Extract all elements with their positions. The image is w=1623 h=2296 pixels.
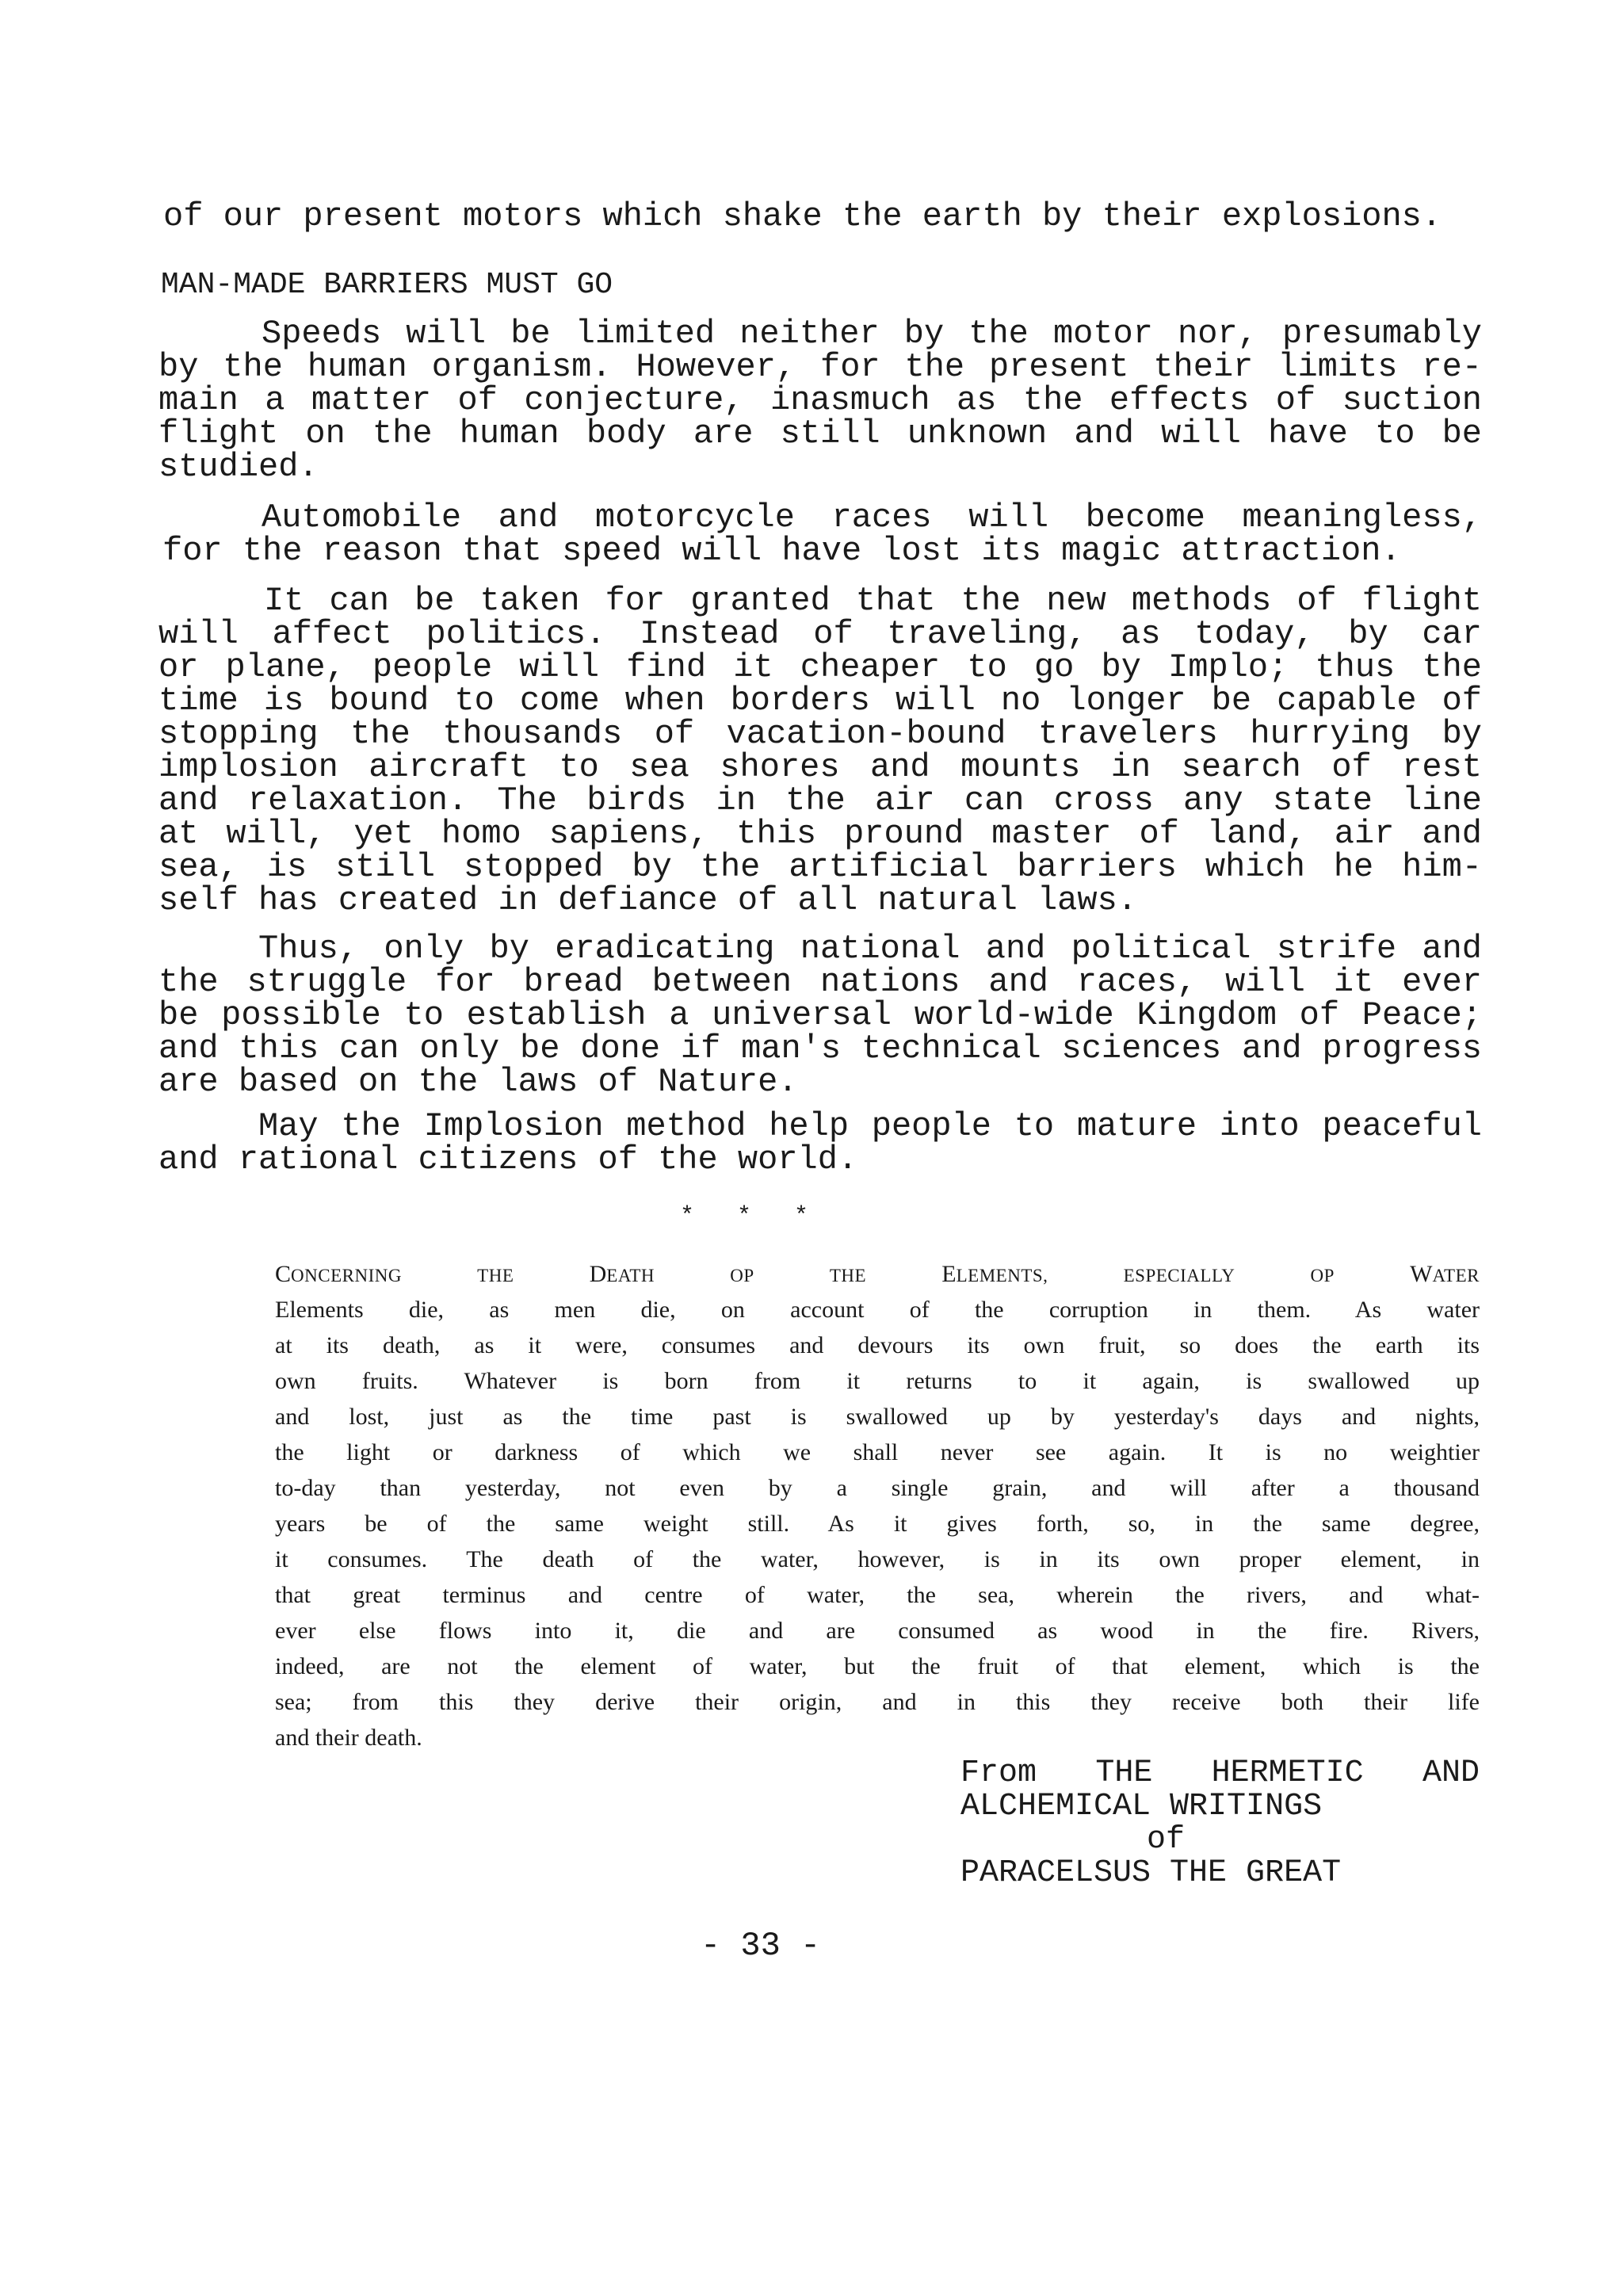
quote-line: years be of the same weight still. As it gives forth, so, in the same degree,: [275, 1511, 1480, 1537]
text-line: and rational citizens of the world.: [158, 1140, 858, 1179]
quote-attribution: [960, 1757, 1480, 1890]
text-line: Thus, only by eradicating national and political strife and: [258, 930, 1482, 968]
text-line: studied.: [158, 448, 319, 486]
quote-title-word: THE: [829, 1266, 867, 1286]
quote-line: and lost, just as the time past is swallowed up by yesterday's days and nights,: [275, 1404, 1480, 1430]
text-line: by the human organism. However, for the present their limits re-: [158, 348, 1482, 386]
text-line: flight on the human body are still unknown and will have to be: [158, 415, 1482, 453]
page-number: - 33 -: [701, 1927, 821, 1965]
quote-title-word: DEATH: [589, 1261, 655, 1287]
text-line: Speeds will be limited neither by the motor nor, presumably: [262, 315, 1482, 353]
quote-line: that great terminus and centre of water, the sea, wherein the rivers, and what-: [275, 1582, 1480, 1608]
text-line: the struggle for bread between nations and races, will it ever: [158, 963, 1482, 1001]
quote-title-word: CONCERNING: [275, 1261, 402, 1287]
paragraph-speeds: [158, 315, 1482, 486]
text-line: time is bound to come when borders will no longer be capable of: [158, 682, 1482, 720]
text-line: Automobile and motorcycle races will become meaningless,: [262, 499, 1482, 537]
quote-line: sea; from this they derive their origin, and in this they receive both their life: [275, 1689, 1480, 1715]
quote-line: Elements die, as men die, on account of the corruption in them. As water: [275, 1297, 1480, 1323]
paragraph-implosion: [158, 1107, 1482, 1179]
paragraph-politics: [158, 584, 1482, 917]
text-line: or plane, people will find it cheaper to go by Implo; thus the: [158, 648, 1482, 686]
text-line: for the reason that speed will have lost its magic attraction.: [162, 532, 1401, 570]
quote-title-word: OP: [1310, 1266, 1335, 1286]
text-line: be possible to establish a universal world-wide Kingdom of Peace;: [158, 996, 1482, 1034]
attribution-line: From THE HERMETIC AND: [960, 1755, 1480, 1791]
quote-title-word: THE: [477, 1266, 514, 1286]
text-line: are based on the laws of Nature.: [158, 1063, 798, 1101]
quote-line: it consumes. The death of the water, however, is in its own proper element, in: [275, 1546, 1480, 1572]
text-line: May the Implosion method help people to mature into peaceful: [258, 1107, 1482, 1145]
text-line: and relaxation. The birds in the air can cross any state line: [158, 781, 1482, 819]
text-line: at will, yet homo sapiens, this pround master of land, air and: [158, 815, 1482, 853]
quote-line: at its death, as it were, consumes and devours its own fruit, so does the earth its: [275, 1332, 1480, 1358]
quote-title-word: ESPECIALLY: [1123, 1266, 1235, 1286]
quote-title-word: ELEMENTS,: [941, 1261, 1048, 1287]
paragraph-races: [158, 499, 1482, 570]
text-line: sea, is still stopped by the artificial barriers which he him-: [158, 848, 1482, 886]
quote-title: [275, 1260, 1480, 1290]
paragraph-peace: [158, 930, 1482, 1101]
text-line: and this can only be done if man's technical sciences and progress: [158, 1030, 1482, 1068]
attribution-line: PARACELSUS THE GREAT: [960, 1855, 1342, 1891]
attribution-line: ALCHEMICAL WRITINGS: [960, 1789, 1323, 1824]
quote-line: ever else flows into it, die and are consumed as wood in the fire. Rivers,: [275, 1618, 1480, 1644]
paracelsus-quote: [275, 1292, 1480, 1755]
text-line: self has created in defiance of all natural laws.: [158, 881, 1138, 919]
text-line: main a matter of conjecture, inasmuch as the effects of suction: [158, 381, 1482, 419]
quote-line: and their death.: [275, 1725, 422, 1751]
text-line: stopping the thousands of vacation-bound travelers hurrying by: [158, 715, 1482, 753]
opening-line: of our present motors which shake the earth by their explosions.: [163, 197, 1442, 235]
quote-line: the light or darkness of which we shall never see again. It is no weightier: [275, 1439, 1480, 1465]
quote-line: indeed, are not the element of water, but the fruit of that element, which is the: [275, 1653, 1480, 1679]
quote-title-word: WATER: [1410, 1261, 1480, 1287]
section-heading: MAN-MADE BARRIERS MUST GO: [161, 268, 613, 302]
quote-line: to-day than yesterday, not even by a single grain, and will after a thousand: [275, 1475, 1480, 1501]
attribution-line: of: [1147, 1822, 1186, 1858]
quote-title-word: OP: [730, 1266, 754, 1286]
text-line: It can be taken for granted that the new methods of flight: [264, 582, 1482, 620]
text-line: will affect politics. Instead of traveling, as today, by car: [158, 615, 1482, 653]
section-separator: * * *: [680, 1203, 809, 1230]
text-line: implosion aircraft to sea shores and mounts in search of rest: [158, 748, 1482, 786]
quote-line: own fruits. Whatever is born from it returns to it again, is swallowed up: [275, 1368, 1480, 1394]
